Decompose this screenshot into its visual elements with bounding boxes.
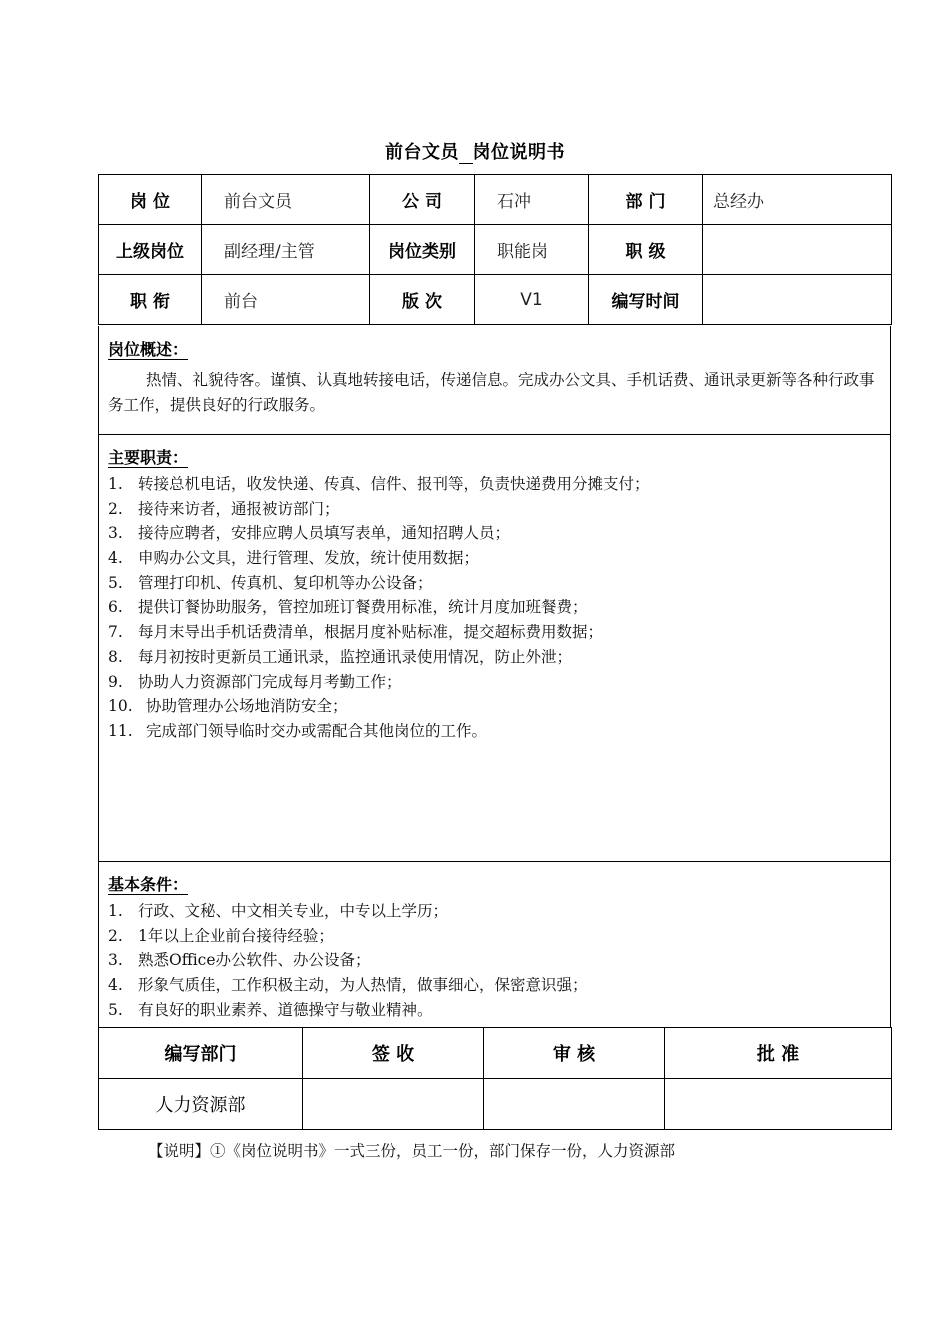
list-item: 2. 1年以上企业前台接待经验； — [108, 926, 334, 945]
list-item: 1. 转接总机电话，收发快递、传真、信件、报刊等，负责快递费用分摊支付； — [108, 475, 650, 493]
list-item: 6. 提供订餐协助服务，管控加班订餐费用标准，统计月度加班餐费； — [108, 598, 588, 617]
list-item: 4. 形象气质佳，工作积极主动，为人热情，做事细心，保密意识强； — [108, 976, 588, 995]
label-written-date: 编写时间 — [589, 275, 703, 325]
list-item: 9. 协助人力资源部门完成每月考勤工作； — [108, 672, 402, 691]
header-sign-receipt: 签 收 — [303, 1028, 484, 1079]
value-company: 石冲 — [475, 175, 589, 225]
header-writing-dept: 编写部门 — [99, 1028, 303, 1079]
requirements-heading: 基本条件： — [108, 875, 189, 894]
header-review: 审 核 — [484, 1028, 665, 1079]
header-row — [99, 225, 892, 275]
label-position: 岗 位 — [99, 175, 202, 225]
label-grade: 职 级 — [589, 225, 703, 275]
value-position: 前台文员 — [202, 175, 370, 225]
label-superior: 上级岗位 — [99, 225, 202, 275]
list-item: 1. 行政、文秘、中文相关专业，中专以上学历； — [108, 902, 449, 920]
value-department: 总经办 — [703, 175, 892, 225]
header-row — [99, 175, 892, 225]
list-item: 8. 每月初按时更新员工通讯录，监控通讯录使用情况，防止外泄； — [108, 647, 573, 666]
label-title: 职 衔 — [99, 275, 202, 325]
value-title: 前台 — [202, 275, 370, 325]
approval-table — [98, 1027, 892, 1130]
title-position: 前台文员 — [384, 142, 459, 163]
list-item: 3. 接待应聘者，安排应聘人员填写表单，通知招聘人员； — [108, 524, 511, 543]
requirements-list — [99, 899, 890, 1022]
header-row — [99, 275, 892, 325]
label-department: 部 门 — [589, 175, 703, 225]
overview-heading: 岗位概述： — [108, 340, 189, 359]
label-company: 公 司 — [370, 175, 475, 225]
value-version: V1 — [475, 275, 589, 325]
list-item: 2. 接待来访者，通报被访部门； — [108, 499, 340, 518]
overview-text: 热情、礼貌待客。谨慎、认真地转接电话，传递信息。完成办公文具、手机话费、通讯录更新等各种行政事务工作，提供良好的行政服务。 — [108, 371, 875, 414]
duties-list — [99, 472, 890, 744]
list-item: 7. 每月末导出手机话费清单，根据月度补贴标准，提交超标费用数据； — [108, 623, 604, 642]
value-superior: 副经理/主管 — [202, 225, 370, 275]
approval-value-row — [99, 1079, 892, 1130]
duties-section — [98, 434, 891, 862]
list-item: 5. 管理打印机、传真机、复印机等办公设备； — [108, 573, 433, 592]
footnote: 【说明】①《岗位说明书》一式三份，员工一份，部门保存一份，人力资源部 — [148, 1142, 676, 1160]
title-underline-gap — [459, 142, 473, 164]
label-version: 版 次 — [370, 275, 475, 325]
list-item: 4. 申购办公文具，进行管理、发放，统计使用数据； — [108, 549, 480, 568]
value-writing-dept: 人力资源部 — [99, 1079, 303, 1130]
value-grade — [703, 225, 892, 275]
list-item: 10. 协助管理办公场地消防安全； — [108, 697, 348, 716]
page-title — [0, 138, 950, 164]
list-item: 3. 熟悉Office办公软件、办公设备； — [108, 951, 371, 970]
value-review — [484, 1079, 665, 1130]
duties-heading: 主要职责： — [108, 448, 189, 467]
value-sign-receipt — [303, 1079, 484, 1130]
value-category: 职能岗 — [475, 225, 589, 275]
title-doc: 岗位说明书 — [472, 142, 566, 163]
header-approve: 批 准 — [665, 1028, 892, 1079]
approval-header-row — [99, 1028, 892, 1079]
header-table — [98, 174, 892, 325]
label-category: 岗位类别 — [370, 225, 475, 275]
requirements-section — [98, 861, 891, 1028]
list-item: 5. 有良好的职业素养、道德操守与敬业精神。 — [108, 1000, 433, 1019]
value-written-date — [703, 275, 892, 325]
list-item: 11. 完成部门领导临时交办或需配合其他岗位的工作。 — [108, 721, 488, 740]
value-approve — [665, 1079, 892, 1130]
overview-section — [98, 326, 891, 435]
